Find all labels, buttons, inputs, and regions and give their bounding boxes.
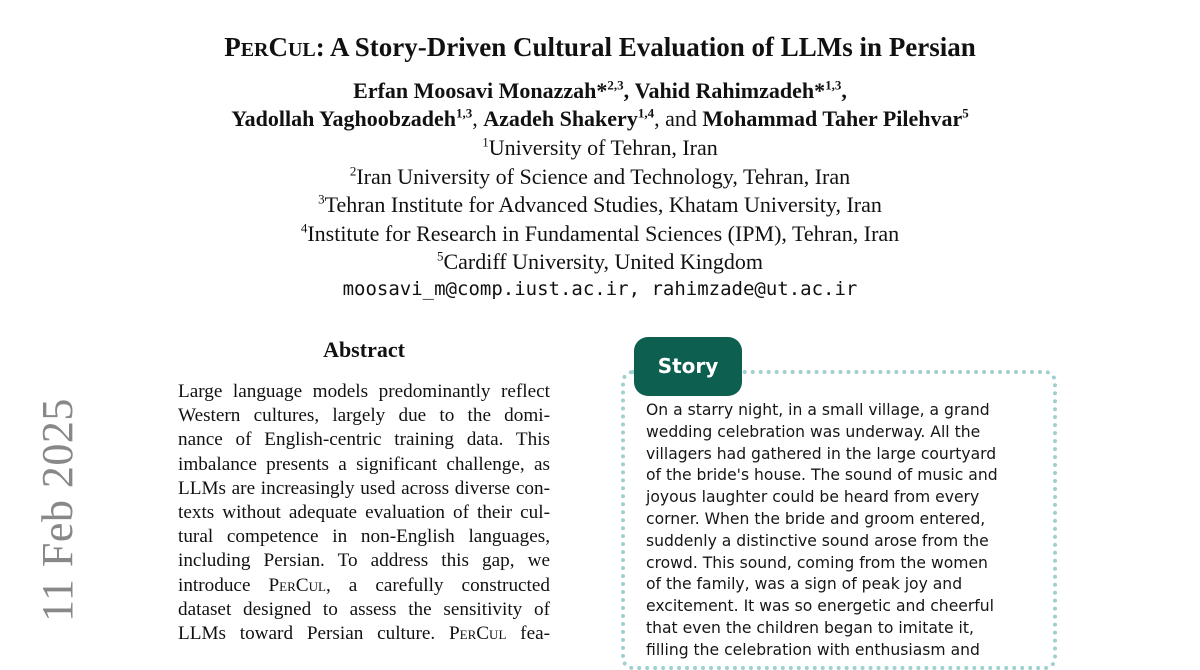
abstract-line <box>178 622 550 646</box>
abstract-line <box>178 574 550 598</box>
title-name-ul: UL <box>287 39 316 61</box>
affiliation-sup: 2 <box>349 163 357 179</box>
author-name: Azadeh Shakery <box>483 106 638 131</box>
author-affil-sup: 1,4 <box>637 105 655 121</box>
author-and: and <box>665 106 697 131</box>
abstract-line: tural competence in non-English languages, <box>178 526 550 548</box>
abstract-fragment: fea- <box>506 623 550 645</box>
affiliation-sup: 3 <box>318 191 325 207</box>
abstract-body <box>178 380 550 646</box>
abstract-line: Western cultures, largely due to the domi- <box>178 405 550 427</box>
affiliation-text: University of Tehran, Iran <box>488 135 718 160</box>
author-name: Erfan Moosavi Monazzah* <box>353 78 608 103</box>
author-name: Vahid Rahimzadeh* <box>634 78 826 103</box>
story-line: excitement. It was so energetic and cheerful <box>646 597 994 616</box>
story-line: wedding celebration was underway. All the <box>646 422 981 441</box>
story-label-tag: Story <box>634 337 742 396</box>
affiliation-item <box>0 248 1200 277</box>
affiliation-item <box>0 191 1200 220</box>
title-name-p: P <box>224 32 241 62</box>
story-line: joyous laughter could be heard from every <box>646 488 980 507</box>
story-line: On a starry night, in a small village, a grand <box>646 401 990 419</box>
abstract-line: Large language models predominantly reflect <box>178 381 550 402</box>
title-rest: : A Story-Driven Cultural Evaluation of LLMs in Persian <box>315 32 976 62</box>
abstract-line: nance of English-centric training data. This <box>178 429 550 451</box>
author-separator: , <box>841 78 847 103</box>
story-line: corner. When the bride and groom entered, <box>646 509 986 528</box>
author-line-2 <box>0 105 1200 133</box>
title-name-er: ER <box>240 39 269 61</box>
affiliation-item <box>0 220 1200 249</box>
abstract-line: LLMs are increasingly used across diverse con- <box>178 477 550 499</box>
affiliation-text: Cardiff University, United Kingdom <box>443 249 764 274</box>
story-line: that even the children began to imitate it, <box>646 618 974 637</box>
affiliation-sup: 1 <box>482 134 489 150</box>
author-name: Yadollah Yaghoobzadeh <box>231 106 456 131</box>
affiliation-item <box>0 134 1200 163</box>
dataset-name: PerCul <box>448 623 507 645</box>
abstract-line: including Persian. To address this gap, we <box>178 550 550 572</box>
story-line: suddenly a distinctive sound arose from the <box>646 531 989 550</box>
affiliation-text: Tehran Institute for Advanced Studies, Khatam University, Iran <box>324 192 882 217</box>
arxiv-date-stamp: 11 Feb 2025 <box>33 398 82 622</box>
author-affil-sup: 2,3 <box>607 77 624 93</box>
affiliation-text: Institute for Research in Fundamental Sciences (IPM), Tehran, Iran <box>307 220 900 246</box>
author-list <box>0 77 1200 133</box>
affiliation-list <box>0 134 1200 277</box>
author-affil-sup: 1,3 <box>825 77 842 93</box>
abstract-line: texts without adequate evaluation of their cul- <box>178 502 550 524</box>
author-affil-sup: 5 <box>962 105 969 121</box>
affiliation-text: Iran University of Science and Technology, Tehran, Iran <box>356 163 851 189</box>
title-name-c: C <box>268 32 288 62</box>
story-line: crowd. This sound, coming from the women <box>646 553 988 572</box>
story-text <box>646 400 1046 662</box>
abstract-fragment: introduce <box>178 574 269 596</box>
dataset-name: PerCul <box>268 574 326 596</box>
author-affil-sup: 1,3 <box>455 105 473 121</box>
abstract-line: dataset designed to assess the sensitivity of <box>178 598 550 620</box>
abstract-heading: Abstract <box>323 337 405 362</box>
affiliation-sup: 4 <box>300 220 308 236</box>
abstract-fragment: , a carefully constructed <box>325 574 550 596</box>
story-line: of the family, was a sign of peak joy and <box>646 575 963 594</box>
author-separator: , <box>623 78 630 103</box>
affiliation-item <box>0 163 1200 192</box>
story-line: of the bride's house. The sound of music and <box>646 466 998 485</box>
contact-emails: moosavi_m@comp.iust.ac.ir, rahimzade@ut.ac.ir <box>342 278 858 300</box>
paper-title <box>0 30 1200 67</box>
abstract-line: imbalance presents a significant challenge, as <box>178 453 550 475</box>
story-line: villagers had gathered in the large courtyard <box>646 444 997 463</box>
author-separator: , <box>654 106 660 131</box>
affiliation-sup: 5 <box>436 248 444 264</box>
story-line: filling the celebration with enthusiasm and <box>646 640 980 659</box>
author-name: Mohammad Taher Pilehvar <box>702 106 963 131</box>
author-separator: , <box>472 106 478 131</box>
abstract-fragment: LLMs toward Persian culture. <box>178 623 449 645</box>
author-line-1 <box>0 77 1200 105</box>
